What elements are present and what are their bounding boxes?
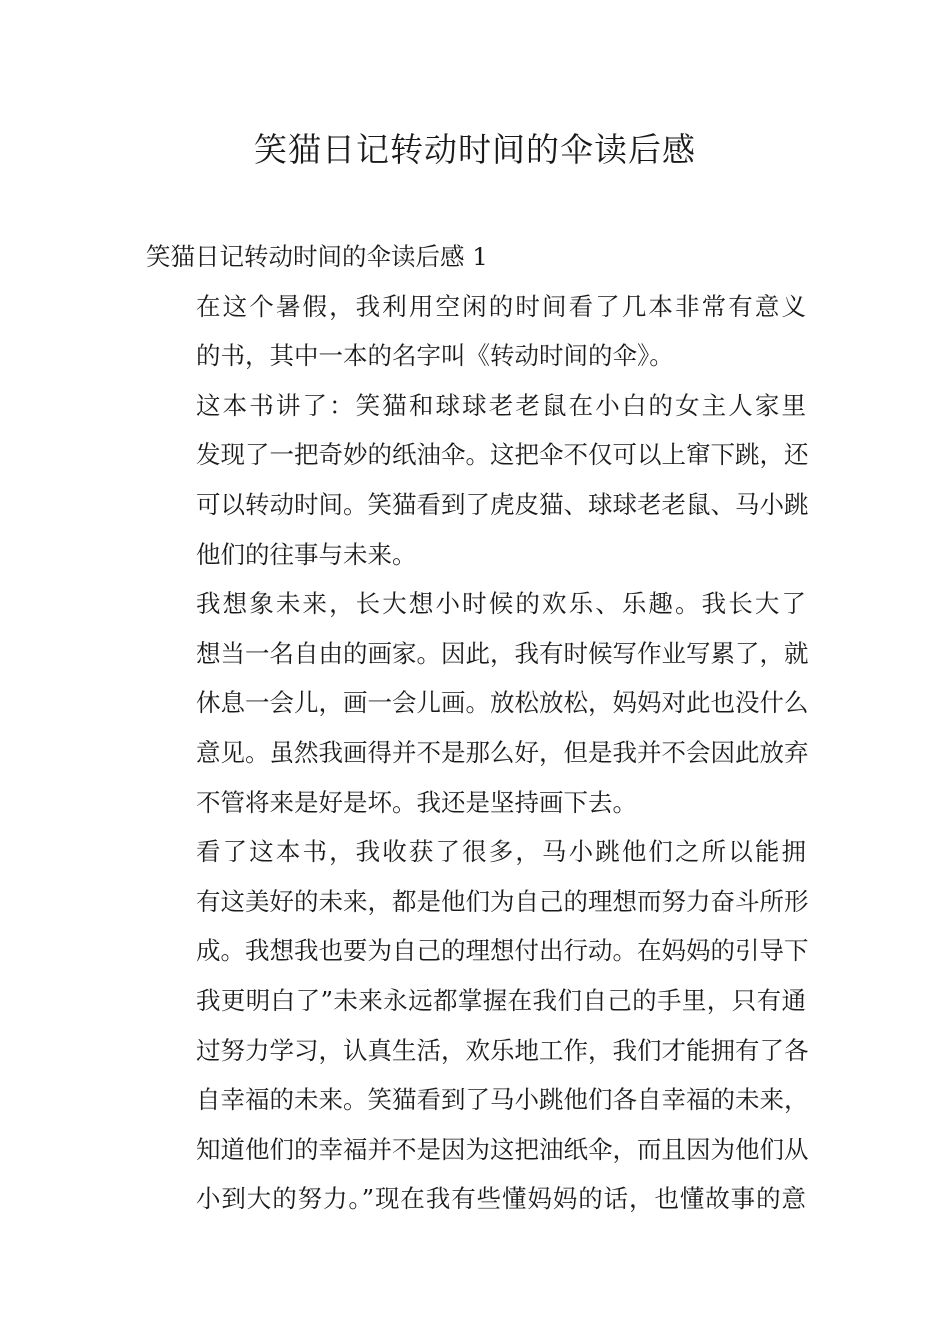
- paragraph-line: 看了这本书，我收获了很多，马小跳他们之所以能拥: [196, 837, 806, 867]
- paragraph-line: 发现了一把奇妙的纸油伞。这把伞不仅可以上窜下跳，还: [196, 440, 809, 470]
- document-title: 笑猫日记转动时间的伞读后感: [254, 130, 696, 169]
- paragraph-1: [146, 282, 806, 381]
- paragraph-2: [146, 381, 809, 579]
- paragraph-line: 过努力学习，认真生活，欢乐地工作，我们才能拥有了各: [196, 1035, 809, 1065]
- paragraph-line: 不管将来是好是坏。我还是坚持画下去。: [196, 787, 637, 817]
- paragraph-line: 想当一名自由的画家。因此，我有时候写作业写累了，就: [196, 638, 809, 668]
- paragraph-line: 知道他们的幸福并不是因为这把油纸伞，而且因为他们从: [196, 1134, 809, 1164]
- paragraph-3: [146, 579, 809, 827]
- paragraph-line: 他们的往事与未来。: [196, 539, 417, 569]
- paragraph-line: 的书，其中一本的名字叫《转动时间的伞》。: [196, 341, 674, 371]
- paragraph-line: 小到大的努力。”现在我有些懂妈妈的话，也懂故事的意: [196, 1184, 806, 1214]
- paragraph-line: 我想象未来，长大想小时候的欢乐、乐趣。我长大了: [196, 589, 806, 619]
- paragraph-line: 成。我想我也要为自己的理想付出行动。在妈妈的引导下: [196, 936, 809, 966]
- paragraph-line: 这本书讲了：笑猫和球球老老鼠在小白的女主人家里: [196, 390, 806, 420]
- paragraph-line: 休息一会儿，画一会儿画。放松放松，妈妈对此也没什么: [196, 688, 809, 718]
- paragraph-line: 自幸福的未来。笑猫看到了马小跳他们各自幸福的未来，: [196, 1085, 809, 1115]
- paragraph-line: 意见。虽然我画得并不是那么好，但是我并不会因此放弃: [196, 737, 809, 767]
- paragraph-line: 有这美好的未来，都是他们为自己的理想而努力奋斗所形: [196, 886, 809, 916]
- paragraph-line: 可以转动时间。笑猫看到了虎皮猫、球球老老鼠、马小跳: [196, 489, 809, 519]
- paragraph-line: 我更明白了”未来永远都掌握在我们自己的手里，只有通: [196, 985, 806, 1015]
- paragraph-line: 在这个暑假，我利用空闲的时间看了几本非常有意义: [196, 291, 806, 321]
- document-body: [146, 232, 809, 1224]
- paragraph-4: [146, 827, 809, 1224]
- section-subtitle: 笑猫日记转动时间的伞读后感 1: [146, 242, 488, 271]
